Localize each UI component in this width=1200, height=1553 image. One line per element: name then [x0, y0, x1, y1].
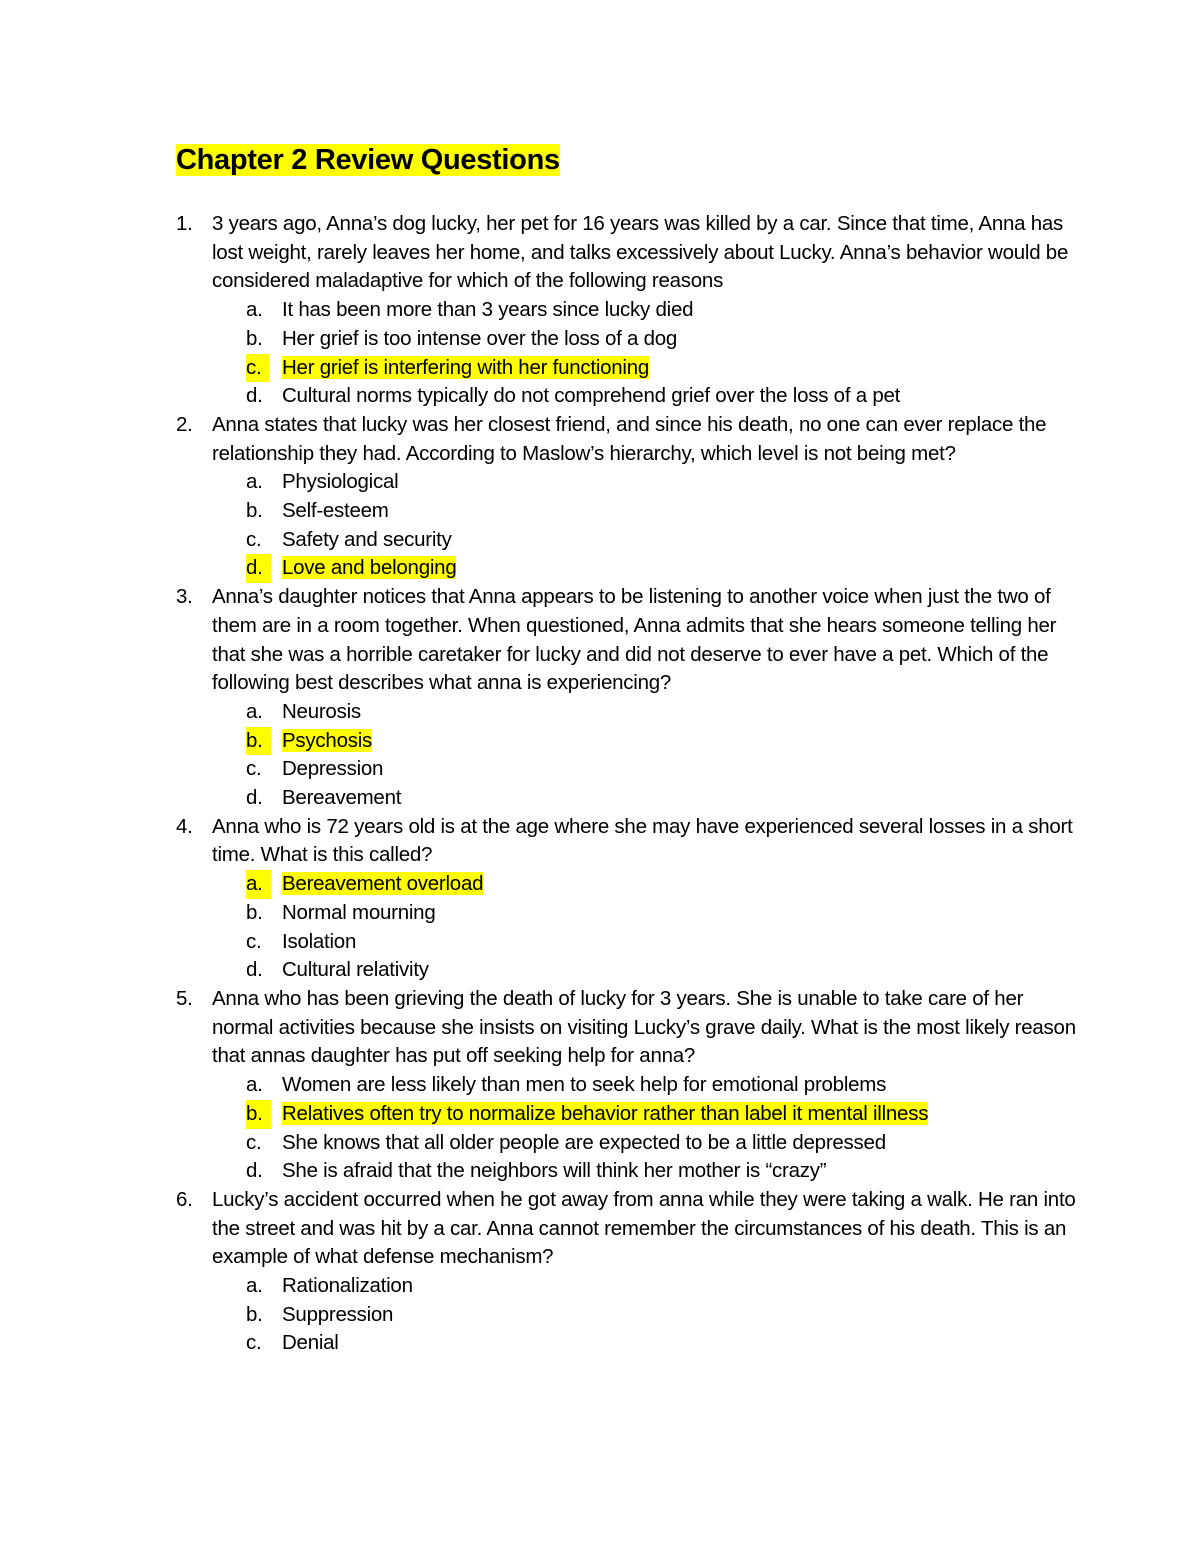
answer-option-highlighted [212, 1100, 1076, 1129]
option-letter: b. [246, 900, 263, 924]
answer-option-highlighted [212, 727, 1076, 756]
option-letter: d. [246, 1159, 263, 1183]
question-number: 4. [176, 814, 193, 838]
answer-option [212, 296, 1076, 325]
answer-option-highlighted [212, 870, 1076, 899]
option-letter: a. [246, 1274, 263, 1298]
question-item [176, 985, 1076, 1186]
answer-option [212, 899, 1076, 928]
answer-option [212, 382, 1076, 411]
option-letter: c. [246, 929, 262, 953]
question-item [176, 583, 1076, 813]
answer-option [212, 1329, 1076, 1358]
option-letter: d. [246, 958, 263, 982]
option-letter: a. [246, 298, 263, 322]
option-text: Love and belonging [282, 556, 457, 580]
option-text: Cultural relativity [282, 958, 429, 982]
option-letter: d. [246, 384, 263, 408]
question-text: Anna who is 72 years old is at the age where she may have experienced several losses in a short time. What is this called? [212, 814, 1073, 867]
answer-option [212, 956, 1076, 985]
question-item [176, 210, 1076, 411]
question-number: 6. [176, 1187, 193, 1211]
option-text: Suppression [282, 1302, 394, 1326]
question-item [176, 1186, 1076, 1358]
option-text: Relatives often try to normalize behavior rather than label it mental illness [282, 1101, 929, 1125]
option-letter: a. [246, 699, 263, 723]
option-text: Her grief is too intense over the loss of a dog [282, 326, 678, 350]
answer-option [212, 325, 1076, 354]
option-letter: d. [246, 554, 271, 583]
question-item [176, 411, 1076, 583]
option-letter: c. [246, 1130, 262, 1154]
question-text: Anna’s daughter notices that Anna appears to be listening to another voice when just the two of them are in a room together. When questioned, Anna admits that she hears someone telling her that she was a horrible caretaker for lucky and did not deserve to ever have a pet. Which of the following best describes what anna is experiencing? [212, 585, 1057, 695]
option-text: Isolation [282, 929, 357, 953]
option-text: She is afraid that the neighbors will think her mother is “crazy” [282, 1159, 827, 1183]
answer-options [212, 870, 1076, 985]
option-letter: d. [246, 786, 263, 810]
page-title-text: Chapter 2 Review Questions [176, 144, 560, 176]
option-text: It has been more than 3 years since lucky died [282, 298, 694, 322]
option-text: Rationalization [282, 1274, 413, 1298]
answer-option [212, 784, 1076, 813]
answer-option [212, 1129, 1076, 1158]
option-text: Cultural norms typically do not comprehend grief over the loss of a pet [282, 384, 901, 408]
option-letter: c. [246, 527, 262, 551]
answer-option [212, 497, 1076, 526]
option-letter: b. [246, 499, 263, 523]
option-text: Physiological [282, 470, 399, 494]
option-text: Bereavement [282, 786, 402, 810]
answer-option [212, 698, 1076, 727]
option-letter: b. [246, 326, 263, 350]
answer-options [212, 698, 1076, 813]
question-number: 3. [176, 585, 193, 609]
option-letter: b. [246, 1302, 263, 1326]
option-text: She knows that all older people are expected to be a little depressed [282, 1130, 886, 1154]
answer-option [212, 1071, 1076, 1100]
option-text: Women are less likely than men to seek help for emotional problems [282, 1073, 887, 1097]
option-letter: b. [246, 727, 271, 756]
option-letter: c. [246, 354, 269, 383]
option-text: Self-esteem [282, 499, 389, 523]
option-text: Depression [282, 757, 384, 781]
answer-option [212, 928, 1076, 957]
question-number: 1. [176, 212, 193, 235]
answer-option [212, 468, 1076, 497]
answer-options [212, 1272, 1076, 1358]
option-text: Bereavement overload [282, 872, 484, 896]
option-letter: b. [246, 1100, 271, 1129]
option-text: Denial [282, 1331, 339, 1355]
option-text: Normal mourning [282, 900, 436, 924]
answer-option-highlighted [212, 554, 1076, 583]
option-letter: c. [246, 757, 262, 781]
option-letter: a. [246, 1073, 263, 1097]
question-number: 5. [176, 986, 193, 1010]
page-title [176, 140, 560, 180]
answer-option [212, 1272, 1076, 1301]
option-letter: c. [246, 1331, 262, 1355]
answer-options [212, 468, 1076, 583]
answer-option [212, 1157, 1076, 1186]
question-text: Anna states that lucky was her closest friend, and since his death, no one can ever replace the relationship they had. According to Maslow’s hierarchy, which level is not being met? [212, 412, 1047, 465]
option-letter: a. [246, 470, 263, 494]
question-number: 2. [176, 412, 193, 436]
question-item [176, 813, 1076, 985]
question-list [176, 210, 1076, 1358]
question-text: Anna who has been grieving the death of lucky for 3 years. She is unable to take care of her normal activities because she insists on visiting Lucky’s grave daily. What is the most likely reason that annas daughter has put off seeking help for anna? [212, 986, 1076, 1068]
answer-option [212, 1301, 1076, 1330]
answer-option [212, 526, 1076, 555]
answer-options [212, 1071, 1076, 1186]
question-text: 3 years ago, Anna’s dog lucky, her pet for 16 years was killed by a car. Since that time, Anna has lost weight, rarely leaves her home, and talks excessively about Lucky. Anna’s behavior would be considered maladaptive for which of the following reasons [212, 212, 1069, 293]
option-text: Her grief is interfering with her functioning [282, 355, 650, 379]
answer-options [212, 296, 1076, 411]
option-text: Psychosis [282, 728, 373, 752]
option-letter: a. [246, 870, 271, 899]
answer-option [212, 755, 1076, 784]
question-text: Lucky’s accident occurred when he got away from anna while they were taking a walk. He ran into the street and was hit by a car. Anna cannot remember the circumstances of his death. This is an example of what defense mechanism? [212, 1187, 1076, 1269]
answer-option-highlighted [212, 354, 1076, 383]
option-text: Safety and security [282, 527, 452, 551]
option-text: Neurosis [282, 699, 361, 723]
